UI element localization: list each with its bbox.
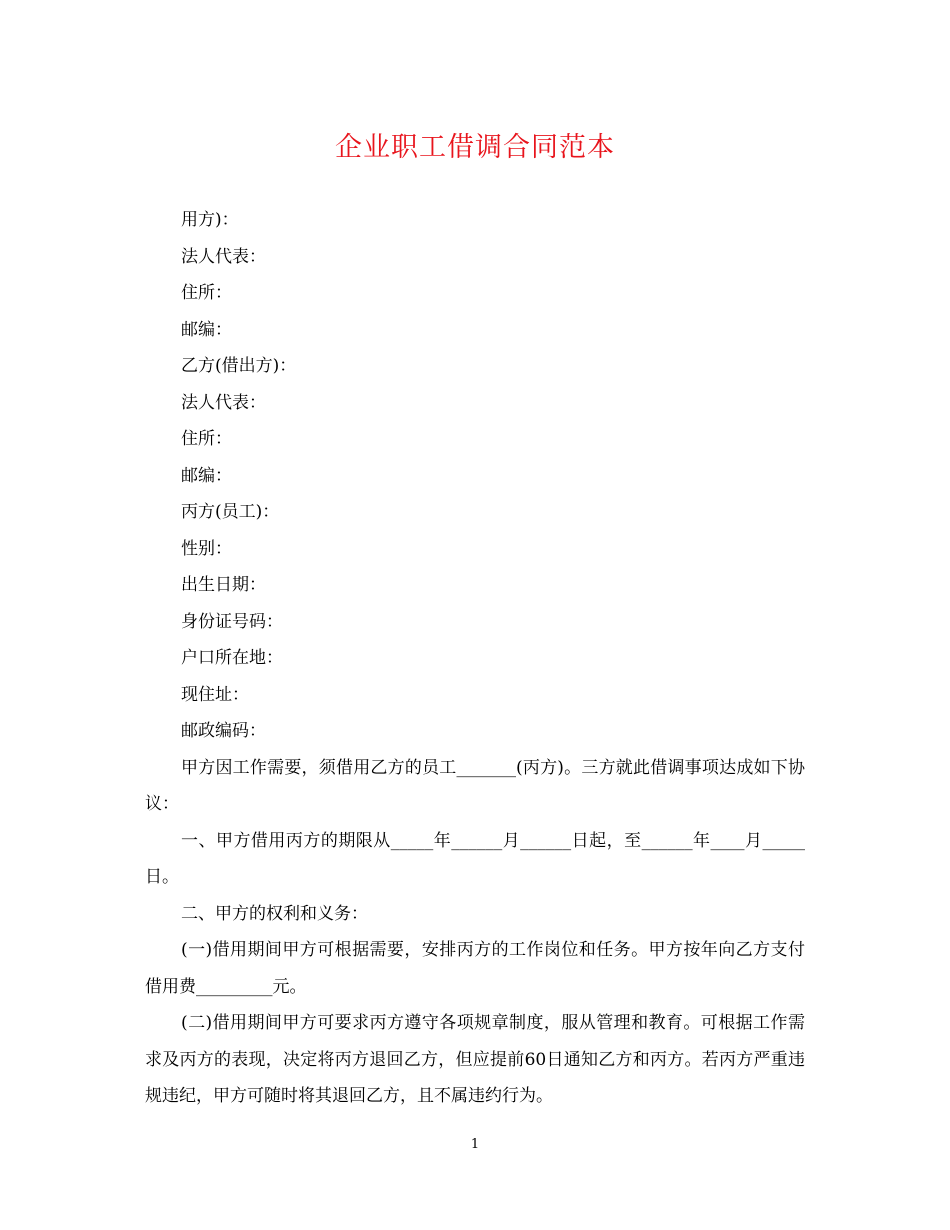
paragraph-intro: 甲方因工作需要，须借用乙方的员工_______(丙方)。三方就此借调事项达成如下协议：	[145, 757, 805, 814]
field-line-employer: 用方)：	[181, 210, 239, 230]
field-line-postcode-a: 邮编：	[181, 319, 232, 340]
field-line-id-number: 身份证号码：	[181, 611, 283, 632]
paragraph-clause-2: (二)借用期间甲方可要求丙方遵守各项规章制度，服从管理和教育。可根据工作需求及丙方的表现，决定将丙方退回乙方，但应提前60日通知乙方和丙方。若丙方严重违规违纪，甲方可随时将其退回乙方，且不属违约行为。	[145, 1013, 805, 1106]
document-body	[145, 202, 805, 1115]
field-line-party-b: 乙方(借出方)：	[181, 356, 297, 376]
paragraph-party-a-heading: 二、甲方的权利和义务：	[181, 903, 368, 924]
field-line-address-a: 住所：	[181, 283, 232, 303]
paragraph-term: 一、甲方借用丙方的期限从_____年______月______日起，至______年____月_____日。	[145, 830, 805, 887]
field-line-legal-rep-b: 法人代表：	[181, 392, 266, 413]
field-line-address-b: 住所：	[181, 429, 232, 449]
field-line-birth-date: 出生日期：	[181, 575, 266, 595]
field-line-gender: 性别：	[181, 538, 232, 559]
field-line-party-c: 丙方(员工)：	[181, 502, 280, 522]
field-line-legal-rep-a: 法人代表：	[181, 246, 266, 267]
field-line-postcode-b: 邮编：	[181, 465, 232, 486]
document-title: 企业职工借调合同范本	[335, 132, 615, 163]
field-line-postal-code: 邮政编码：	[181, 721, 266, 741]
page-number: 1	[470, 1137, 480, 1152]
paragraph-clause-1: (一)借用期间甲方可根据需要，安排丙方的工作岗位和任务。甲方按年向乙方支付借用费_________元。	[145, 940, 805, 997]
field-line-household-registration: 户口所在地：	[181, 648, 283, 668]
field-line-current-address: 现住址：	[181, 684, 249, 705]
